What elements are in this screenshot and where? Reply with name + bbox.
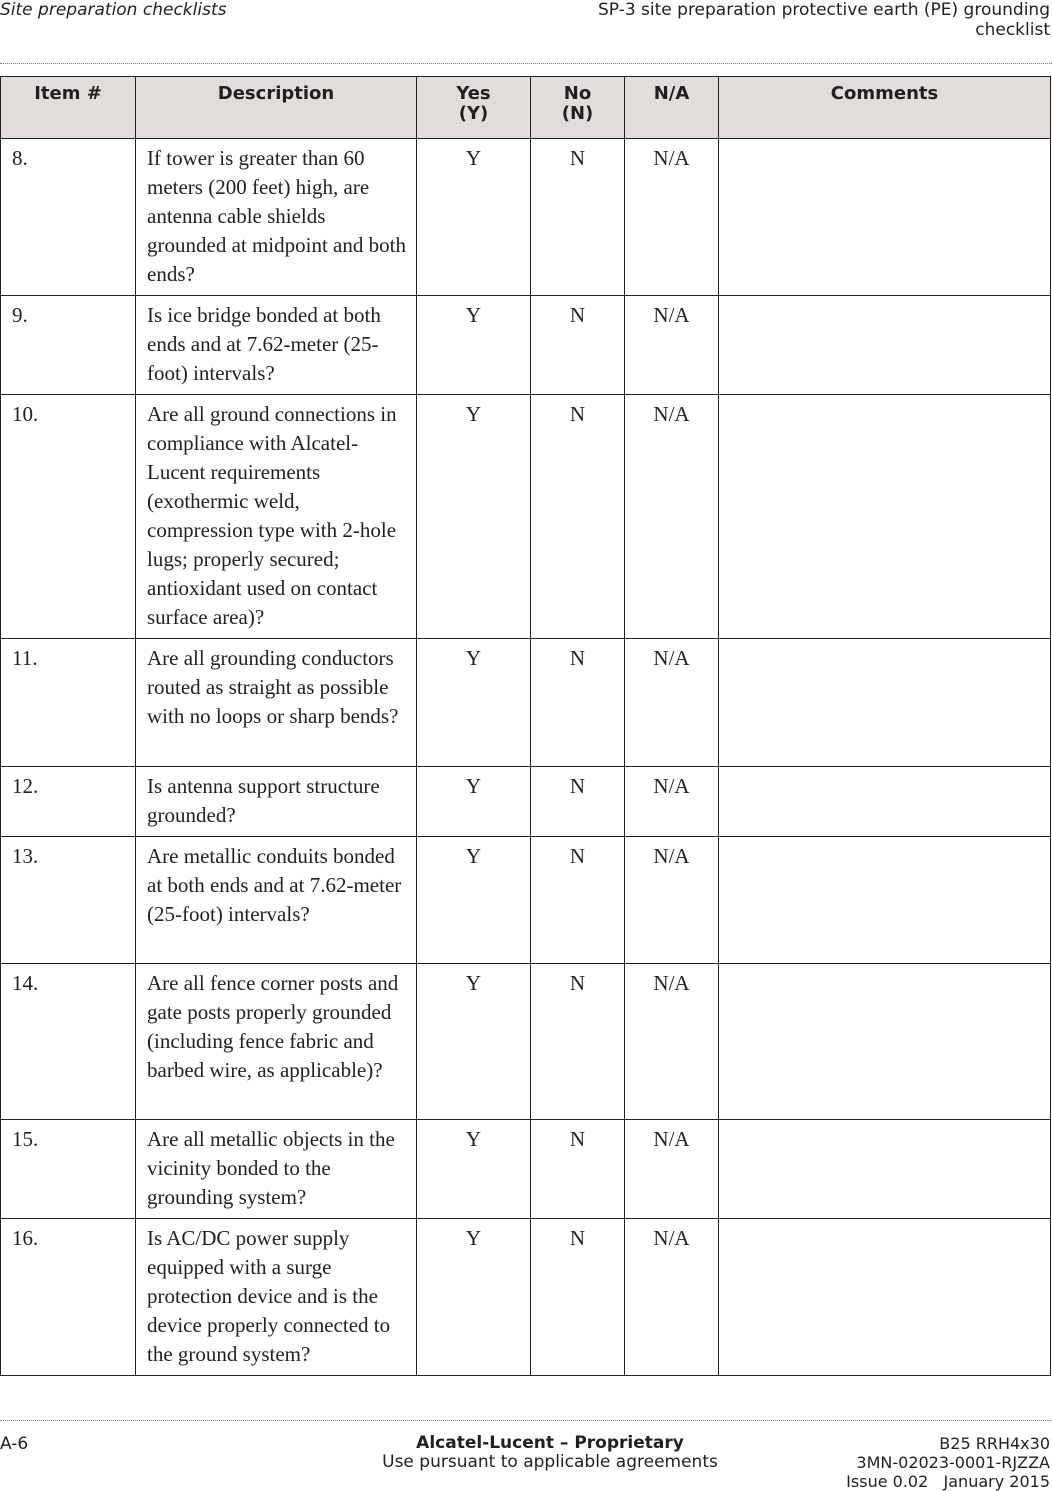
document-info [750,1434,1050,1491]
yes-cell: Y [417,639,531,767]
document-number: 3MN-02023-0001-RJZZA [856,1453,1050,1472]
comments-cell [719,767,1051,837]
item-description: Are all ground connections in compliance with Alcatel-Lucent requirements (exothermic weld, compression type with 2-hole lugs; properly secured; antioxidant used on contact surface area)? [136,395,417,639]
column-header-no-label: No [563,83,592,104]
column-header-item: Item # [1,77,136,139]
item-description: Are metallic conduits bonded at both ends and at 7.62-meter (25-foot) intervals? [136,837,417,964]
no-cell: N [531,964,625,1120]
table-row [1,837,1051,964]
item-number: 15. [1,1120,136,1219]
comments-cell [719,139,1051,296]
no-cell: N [531,296,625,395]
no-cell: N [531,1120,625,1219]
yes-cell: Y [417,395,531,639]
yes-cell: Y [417,296,531,395]
item-description: Are all metallic objects in the vicinity bonded to the grounding system? [136,1120,417,1219]
na-cell: N/A [625,139,719,296]
company-name: Alcatel-Lucent – Proprietary [416,1433,684,1453]
column-header-yes [417,77,531,139]
table-row [1,395,1051,639]
usage-notice: Use pursuant to applicable agreements [382,1452,718,1472]
running-header-title-line1: SP-3 site preparation protective earth (PE) grounding [598,0,1050,20]
na-cell: N/A [625,964,719,1120]
no-cell: N [531,767,625,837]
table-row [1,1120,1051,1219]
item-number: 9. [1,296,136,395]
table-row [1,639,1051,767]
item-number: 12. [1,767,136,837]
yes-cell: Y [417,837,531,964]
item-number: 13. [1,837,136,964]
item-description: Are all fence corner posts and gate posts properly grounded (including fence fabric and barbed wire, as applicable)? [136,964,417,1120]
na-cell: N/A [625,837,719,964]
item-description: Is ice bridge bonded at both ends and at 7.62-meter (25-foot) intervals? [136,296,417,395]
na-cell: N/A [625,296,719,395]
comments-cell [719,837,1051,964]
header-divider [0,63,1052,64]
issue-line [750,1472,1050,1491]
issue-number: Issue 0.02 [846,1472,929,1491]
comments-cell [719,395,1051,639]
comments-cell [719,1219,1051,1376]
column-header-yes-code: (Y) [458,103,489,124]
column-header-description: Description [136,77,417,139]
yes-cell: Y [417,964,531,1120]
comments-cell [719,296,1051,395]
table-row [1,139,1051,296]
column-header-yes-label: Yes [456,83,491,104]
running-header-section: Site preparation checklists [0,0,227,20]
yes-cell: Y [417,139,531,296]
item-number: 14. [1,964,136,1120]
item-number: 8. [1,139,136,296]
na-cell: N/A [625,1219,719,1376]
na-cell: N/A [625,767,719,837]
proprietary-notice [330,1434,770,1472]
running-header-title [490,0,1050,40]
table-row [1,767,1051,837]
product-name: B25 RRH4x30 [939,1434,1050,1453]
issue-date: January 2015 [943,1472,1050,1491]
column-header-na: N/A [625,77,719,139]
table-row [1,1219,1051,1376]
item-number: 10. [1,395,136,639]
no-cell: N [531,837,625,964]
na-cell: N/A [625,639,719,767]
yes-cell: Y [417,1219,531,1376]
page-number: A-6 [0,1434,29,1454]
na-cell: N/A [625,1120,719,1219]
na-cell: N/A [625,395,719,639]
item-number: 11. [1,639,136,767]
item-description: Are all grounding conductors routed as straight as possible with no loops or sharp bends? [136,639,417,767]
no-cell: N [531,639,625,767]
footer-divider [0,1420,1052,1421]
no-cell: N [531,1219,625,1376]
column-header-comments: Comments [719,77,1051,139]
yes-cell: Y [417,767,531,837]
table-row [1,296,1051,395]
grounding-checklist-table [0,76,1051,1376]
running-header-title-line2: checklist [975,20,1050,40]
comments-cell [719,639,1051,767]
column-header-no [531,77,625,139]
item-description: Is antenna support structure grounded? [136,767,417,837]
item-description: Is AC/DC power supply equipped with a surge protection device and is the device properly connected to the ground system? [136,1219,417,1376]
no-cell: N [531,139,625,296]
column-header-no-code: (N) [561,103,594,124]
no-cell: N [531,395,625,639]
comments-cell [719,1120,1051,1219]
table-header-row [1,77,1051,139]
yes-cell: Y [417,1120,531,1219]
comments-cell [719,964,1051,1120]
table-row [1,964,1051,1120]
item-number: 16. [1,1219,136,1376]
item-description: If tower is greater than 60 meters (200 feet) high, are antenna cable shields grounded at midpoint and both ends? [136,139,417,296]
